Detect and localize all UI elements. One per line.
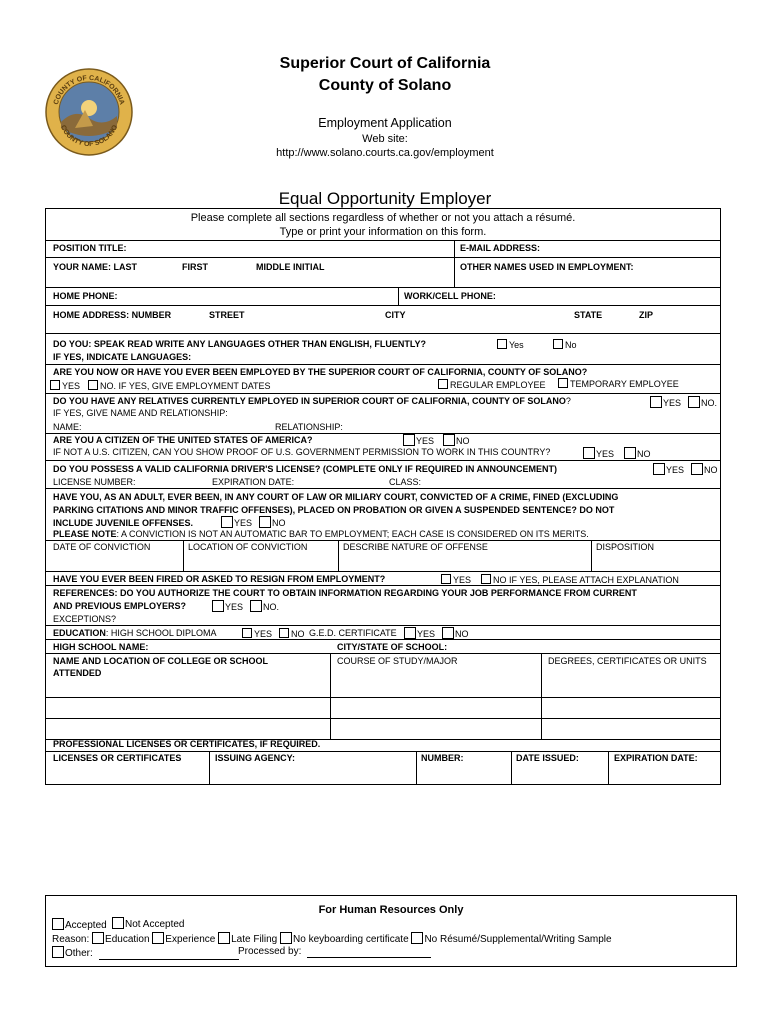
citizen-no[interactable]: NO: [443, 434, 470, 447]
instructions-line1: Please complete all sections regardless of whether or not you attach a résumé.: [190, 212, 576, 224]
other-names-label[interactable]: OTHER NAMES USED IN EMPLOYMENT:: [460, 262, 634, 272]
fired-no[interactable]: NO IF YES, PLEASE ATTACH EXPLANATION: [481, 574, 679, 586]
languages-no[interactable]: No: [553, 339, 577, 351]
diploma-no[interactable]: NO: [279, 628, 305, 640]
checkbox[interactable]: [441, 574, 451, 584]
eoe-heading: Equal Opportunity Employer: [278, 189, 492, 208]
employed-question: ARE YOU NOW OR HAVE YOU EVER BEEN EMPLOYED BY THE SUPERIOR COURT OF CALIFORNIA, COUNTY OF SOLANO?: [53, 367, 588, 377]
permission-yes[interactable]: YES: [583, 447, 614, 460]
work-phone-label[interactable]: WORK/CELL PHONE:: [404, 291, 496, 301]
citizen-yes[interactable]: YES: [403, 434, 434, 447]
county-name: County of Solano: [318, 77, 452, 94]
checkbox[interactable]: [650, 396, 662, 408]
state-label[interactable]: STATE: [574, 310, 603, 320]
school-city-state-label[interactable]: CITY/STATE OF SCHOOL:: [337, 642, 448, 652]
col-location-conviction: LOCATION OF CONVICTION: [188, 542, 308, 552]
references-line2: AND PREVIOUS EMPLOYERS?: [53, 601, 187, 611]
application-form: [45, 208, 721, 785]
checkbox[interactable]: [280, 932, 292, 944]
exceptions-label[interactable]: EXCEPTIONS?: [53, 614, 117, 624]
email-label[interactable]: E-MAIL ADDRESS:: [460, 243, 541, 253]
checkbox[interactable]: [442, 627, 454, 639]
col-issuing-agency: ISSUING AGENCY:: [215, 753, 296, 763]
seal-text-bottom: COUNTY OF SOLANO: [58, 124, 120, 149]
last-name-label[interactable]: YOUR NAME: LAST: [53, 262, 137, 272]
instructions-line2: Type or print your information on this form.: [279, 226, 487, 238]
languages-question: DO YOU: SPEAK READ WRITE ANY LANGUAGES OTHER THAN ENGLISH, FLUENTLY?: [53, 339, 427, 349]
document-title: Employment Application: [318, 116, 452, 130]
degrees-label: DEGREES, CERTIFICATES OR UNITS: [548, 656, 707, 666]
checkbox[interactable]: [497, 339, 507, 349]
hr-title: For Human Resources Only: [318, 904, 464, 916]
hr-accepted[interactable]: Accepted: [52, 918, 107, 932]
checkbox[interactable]: [88, 380, 98, 390]
conviction-line3: INCLUDE JUVENILE OFFENSES.: [53, 518, 194, 528]
relatives-yes[interactable]: YES: [650, 396, 681, 409]
checkbox[interactable]: [218, 932, 230, 944]
conviction-no[interactable]: NO: [259, 516, 286, 529]
fired-yes[interactable]: YES: [441, 574, 471, 586]
regular-employee[interactable]: REGULAR EMPLOYEE: [438, 379, 546, 391]
ged-no[interactable]: NO: [442, 627, 469, 640]
checkbox[interactable]: [558, 378, 568, 388]
checkbox[interactable]: [691, 463, 703, 475]
checkbox[interactable]: [152, 932, 164, 944]
hr-reason: Reason: Education Experience Late Filing No keyboarding certificate No Résumé/Supplemental/Writing Sample: [52, 934, 612, 945]
conviction-yes[interactable]: YES: [221, 516, 252, 529]
checkbox[interactable]: [52, 918, 64, 930]
col-number: NUMBER:: [421, 753, 464, 763]
position-title-label[interactable]: POSITION TITLE:: [53, 243, 127, 253]
first-name-label[interactable]: FIRST: [182, 262, 208, 272]
references-no[interactable]: NO.: [250, 600, 279, 613]
ged-label: G.E.D. CERTIFICATE: [309, 628, 397, 638]
professional-heading: PROFESSIONAL LICENSES OR CERTIFICATES, IF REQUIRED.: [53, 739, 321, 749]
conviction-line1: HAVE YOU, AS AN ADULT, EVER BEEN, IN ANY COURT OF LAW OR MILIARY COURT, CONVICTED OF A CRIME, FINED (EXCLUDING: [53, 492, 619, 502]
city-label[interactable]: CITY: [385, 310, 406, 320]
checkbox[interactable]: [583, 447, 595, 459]
relatives-question: DO YOU HAVE ANY RELATIVES CURRENTLY EMPLOYED IN SUPERIOR COURT OF CALIFORNIA, COUNTY OF SOLANO?: [53, 396, 571, 406]
checkbox[interactable]: [212, 600, 224, 612]
work-permission-question: IF NOT A U.S. CITIZEN, CAN YOU SHOW PROOF OF U.S. GOVERNMENT PERMISSION TO WORK IN THIS COUNTRY?: [53, 447, 551, 457]
fired-question: HAVE YOU EVER BEEN FIRED OR ASKED TO RESIGN FROM EMPLOYMENT?: [53, 574, 386, 584]
col-licenses: LICENSES OR CERTIFICATES: [53, 753, 182, 763]
hr-only-box: [45, 895, 737, 967]
languages-follow[interactable]: IF YES, INDICATE LANGUAGES:: [53, 352, 192, 362]
checkbox[interactable]: [221, 516, 233, 528]
checkbox[interactable]: [653, 463, 665, 475]
middle-initial-label[interactable]: MIDDLE INITIAL: [256, 262, 325, 272]
conviction-note: PLEASE NOTE: A CONVICTION IS NOT AN AUTOMATIC BAR TO EMPLOYMENT; EACH CASE IS CONSIDERED ON ITS MERITS.: [53, 529, 589, 539]
website-url[interactable]: http://www.solano.courts.ca.gov/employment: [276, 147, 494, 159]
checkbox[interactable]: [92, 932, 104, 944]
license-expiration-label[interactable]: EXPIRATION DATE:: [212, 477, 295, 487]
checkbox[interactable]: [403, 434, 415, 446]
citizen-question: ARE YOU A CITIZEN OF THE UNITED STATES OF AMERICA?: [53, 435, 313, 445]
course-of-study-label: COURSE OF STUDY/MAJOR: [337, 656, 458, 666]
court-name: Superior Court of California: [279, 55, 491, 72]
col-nature-offense: DESCRIBE NATURE OF OFFENSE: [343, 542, 488, 552]
checkbox[interactable]: [112, 917, 124, 929]
zip-label[interactable]: ZIP: [639, 310, 654, 320]
checkbox[interactable]: [624, 447, 636, 459]
languages-yes[interactable]: Yes: [497, 339, 524, 351]
license-class-label[interactable]: CLASS:: [389, 477, 422, 487]
website-label: Web site:: [362, 133, 408, 145]
checkbox[interactable]: [279, 628, 289, 638]
license-no[interactable]: NO: [691, 463, 718, 476]
relatives-no[interactable]: NO.: [688, 396, 717, 409]
high-school-name-label[interactable]: HIGH SCHOOL NAME:: [53, 642, 149, 652]
relative-name-label[interactable]: NAME:: [53, 422, 82, 432]
permission-no[interactable]: NO: [624, 447, 651, 460]
col-expiration-date: EXPIRATION DATE:: [614, 753, 698, 763]
address-number-label[interactable]: HOME ADDRESS: NUMBER: [53, 310, 172, 320]
employed-yes[interactable]: YES: [50, 380, 80, 392]
checkbox[interactable]: [242, 628, 252, 638]
checkbox[interactable]: [404, 627, 416, 639]
conviction-line2: PARKING CITATIONS AND MINOR TRAFFIC OFFENSES), PLACED ON PROBATION OR GIVEN A SUSPENDED SENTENCE? DO NOT: [53, 505, 615, 515]
seal-text-top: COUNTY OF CALIFORNIA: [52, 74, 126, 106]
checkbox[interactable]: [443, 434, 455, 446]
checkbox[interactable]: [481, 574, 491, 584]
col-date-issued: DATE ISSUED:: [516, 753, 579, 763]
street-label[interactable]: STREET: [209, 310, 245, 320]
checkbox[interactable]: [259, 516, 271, 528]
hr-not-accepted[interactable]: Not Accepted: [112, 917, 184, 931]
checkbox[interactable]: [411, 932, 423, 944]
col-date-conviction: DATE OF CONVICTION: [53, 542, 151, 552]
diploma-yes[interactable]: YES: [242, 628, 272, 640]
hr-other[interactable]: Other:: [52, 946, 239, 960]
education-diploma: EDUCATION: HIGH SCHOOL DIPLOMA: [53, 628, 217, 638]
home-phone-label[interactable]: HOME PHONE:: [53, 291, 118, 301]
hr-processed-by[interactable]: Processed by:: [238, 946, 431, 958]
checkbox[interactable]: [438, 379, 448, 389]
references-yes[interactable]: YES: [212, 600, 243, 613]
ged-yes[interactable]: YES: [404, 627, 435, 640]
checkbox[interactable]: [52, 946, 64, 958]
checkbox[interactable]: [553, 339, 563, 349]
relationship-label[interactable]: RELATIONSHIP:: [275, 422, 343, 432]
checkbox[interactable]: [250, 600, 262, 612]
license-yes[interactable]: YES: [653, 463, 684, 476]
college-label-line2: ATTENDED: [53, 668, 102, 678]
checkbox[interactable]: [50, 380, 60, 390]
references-line1: REFERENCES: DO YOU AUTHORIZE THE COURT TO OBTAIN INFORMATION REGARDING YOUR JOB PERFORMANCE FROM CURRENT: [53, 588, 637, 598]
relatives-follow: IF YES, GIVE NAME AND RELATIONSHIP:: [53, 408, 228, 418]
col-disposition: DISPOSITION: [596, 542, 655, 552]
temporary-employee[interactable]: TEMPORARY EMPLOYEE: [558, 378, 679, 390]
checkbox[interactable]: [688, 396, 700, 408]
employed-no[interactable]: NO. IF YES, GIVE EMPLOYMENT DATES: [88, 380, 271, 392]
license-question: DO YOU POSSESS A VALID CALIFORNIA DRIVER'S LICENSE? (COMPLETE ONLY IF REQUIRED IN ANNOUNCEMENT): [53, 464, 558, 474]
license-number-label[interactable]: LICENSE NUMBER:: [53, 477, 136, 487]
college-label-line1: NAME AND LOCATION OF COLLEGE OR SCHOOL: [53, 656, 268, 666]
